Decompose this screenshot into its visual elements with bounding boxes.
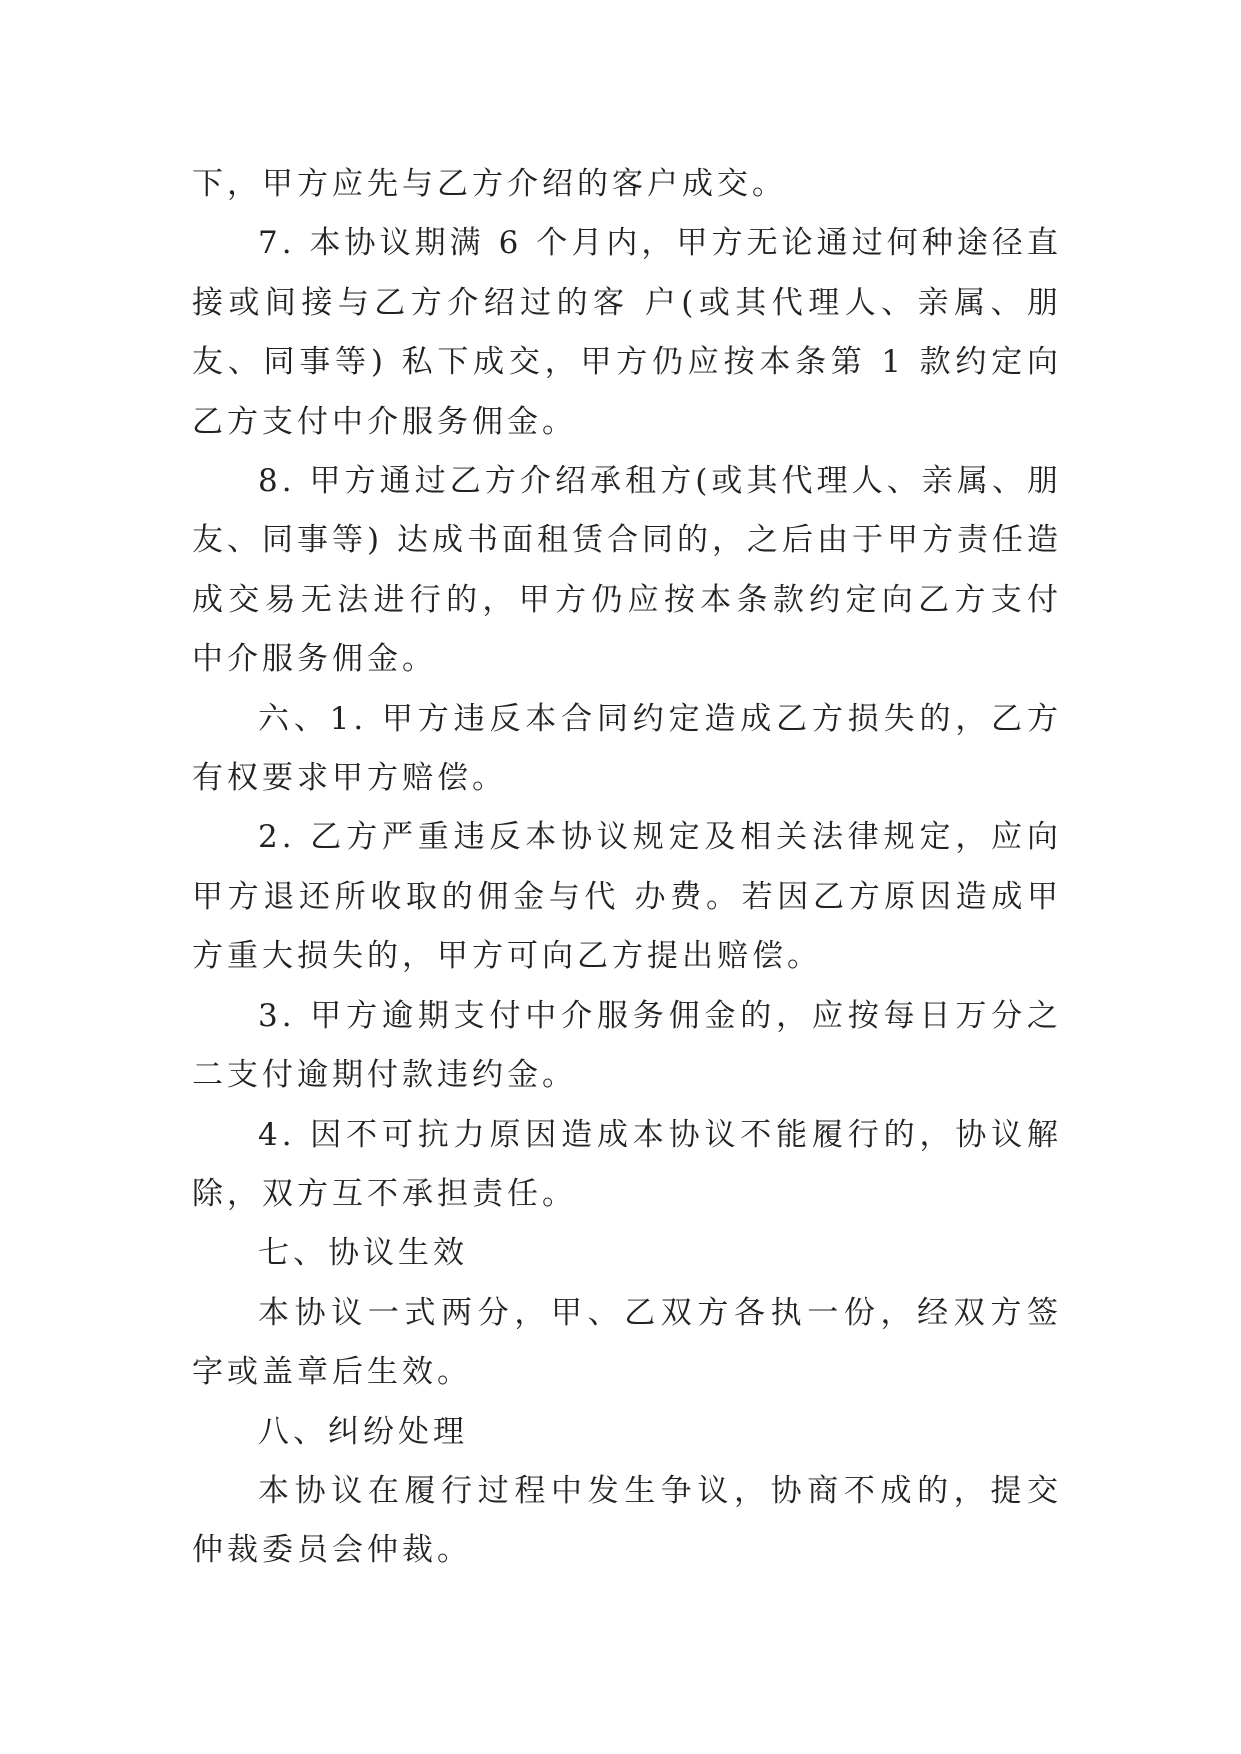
paragraph-continuation: 下，甲方应先与乙方介绍的客户成交。 xyxy=(192,166,787,202)
section-heading-8: 八、纠纷处理 xyxy=(258,1413,468,1450)
paragraph-section-7: 本协议一式两分，甲、乙双方各执一份，经双方签字或盖章后生效。 xyxy=(192,1294,1062,1391)
paragraph-section-6-clause-2: 2. 乙方严重违反本协议规定及相关法律规定，应向甲方退还所收取的佣金与代 办费。若因乙方原因造成甲方重大损失的，甲方可向乙方提出赔偿。 xyxy=(192,819,1062,975)
paragraph-section-6-clause-4: 4. 因不可抗力原因造成本协议不能履行的，协议解除，双方互不承担责任。 xyxy=(192,1116,1062,1212)
paragraph-section-6-clause-3: 3. 甲方逾期支付中介服务佣金的，应按每日万分之二支付逾期付款违约金。 xyxy=(192,997,1062,1094)
section-heading-7: 七、协议生效 xyxy=(258,1235,468,1272)
paragraph-section-8: 本协议在履行过程中发生争议，协商不成的，提交仲裁委员会仲裁。 xyxy=(192,1472,1062,1569)
paragraph-clause-8: 8. 甲方通过乙方介绍承租方(或其代理人、亲属、朋友、同事等) 达成书面租赁合同的，之后由于甲方责任造成交易无法进行的，甲方仍应按本条款约定向乙方支付中介服务佣金。 xyxy=(192,463,1062,678)
document-body xyxy=(192,155,1062,1581)
paragraph-clause-7: 7. 本协议期满 6 个月内，甲方无论通过何种途径直接或间接与乙方介绍过的客 户(或其代理人、亲属、朋友、同事等) 私下成交，甲方仍应按本条第 1 款约定向乙方支付中介服务佣金。 xyxy=(192,225,1062,440)
paragraph-section-6-clause-1: 六、1. 甲方违反本合同约定造成乙方损失的，乙方有权要求甲方赔偿。 xyxy=(192,700,1062,797)
